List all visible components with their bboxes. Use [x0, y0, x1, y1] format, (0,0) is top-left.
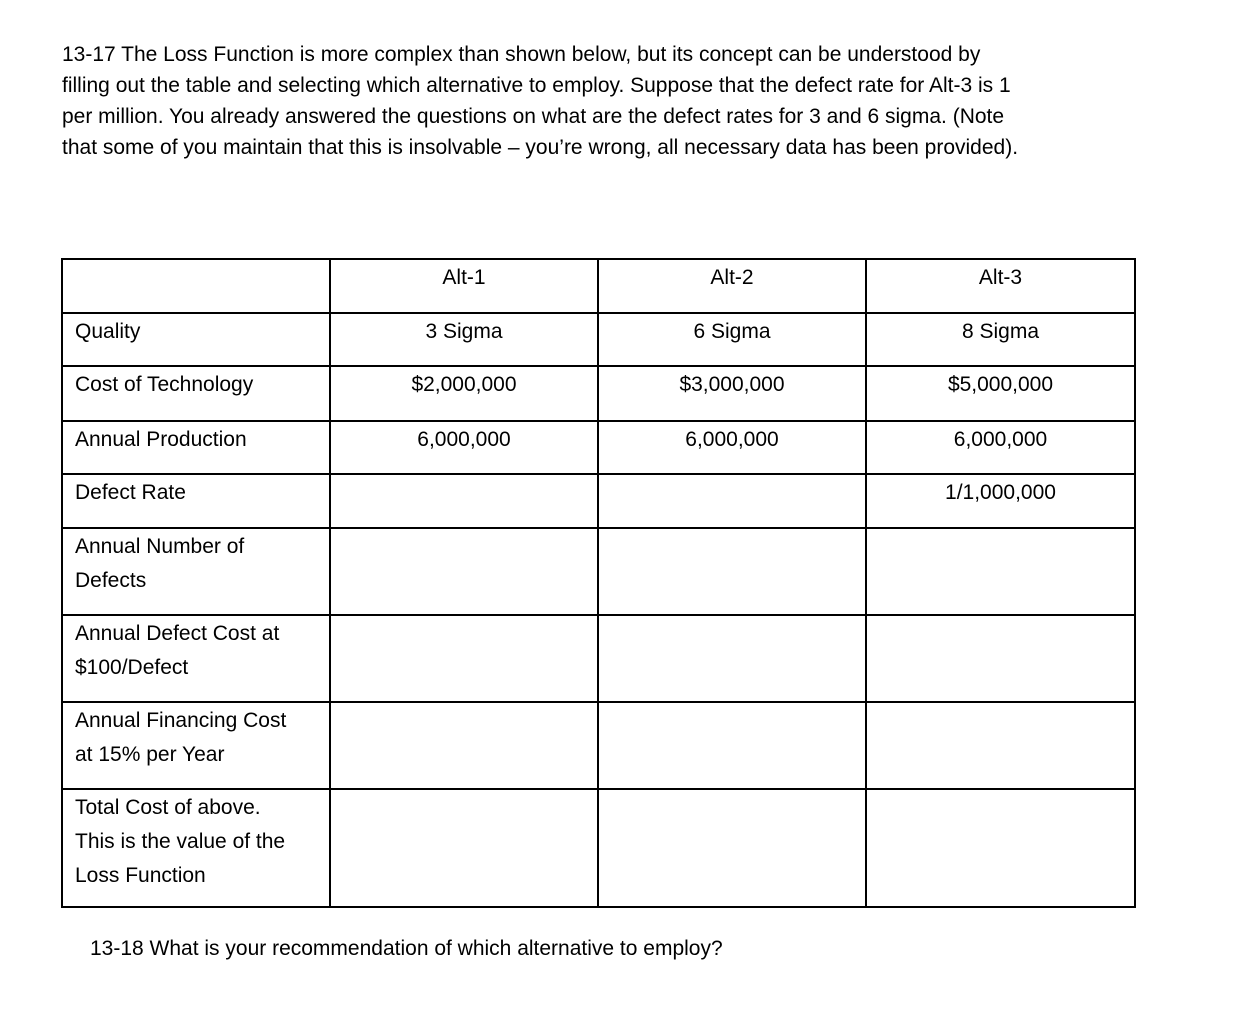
cell-defect-rate-alt-3: 1/1,000,000	[866, 474, 1135, 528]
table-row-cost-of-technology	[62, 366, 1135, 421]
table-row-total-cost	[62, 789, 1135, 907]
cell-production-alt-1: 6,000,000	[330, 421, 598, 474]
recommendation-question: 13-18 What is your recommendation of which alternative to employ?	[90, 937, 723, 960]
table-row-defect-rate	[62, 474, 1135, 528]
row-label-defect-rate: Defect Rate	[62, 474, 330, 528]
cell-production-alt-3: 6,000,000	[866, 421, 1135, 474]
row-label-quality: Quality	[62, 313, 330, 366]
row-label-annual-production: Annual Production	[62, 421, 330, 474]
cell-defect-cost-alt-3[interactable]	[866, 615, 1135, 702]
problem-line: 13-17 The Loss Function is more complex than shown below, but its concept can be understood by	[62, 43, 981, 66]
cell-cost-alt-2: $3,000,000	[598, 366, 866, 421]
cell-production-alt-2: 6,000,000	[598, 421, 866, 474]
table-header-row	[62, 259, 1135, 313]
cell-financing-alt-3[interactable]	[866, 702, 1135, 789]
cell-total-alt-2[interactable]	[598, 789, 866, 907]
cell-quality-alt-2: 6 Sigma	[598, 313, 866, 366]
table-row-annual-production	[62, 421, 1135, 474]
table-row-annual-defect-cost	[62, 615, 1135, 702]
cell-defect-cost-alt-2[interactable]	[598, 615, 866, 702]
cell-quality-alt-3: 8 Sigma	[866, 313, 1135, 366]
header-cell-alt-1: Alt-1	[330, 259, 598, 313]
cell-defects-alt-3[interactable]	[866, 528, 1135, 615]
cell-defect-rate-alt-2[interactable]	[598, 474, 866, 528]
cell-defects-alt-2[interactable]	[598, 528, 866, 615]
row-label-annual-number-of-defects: Annual Number of Defects	[62, 528, 330, 615]
cell-cost-alt-3: $5,000,000	[866, 366, 1135, 421]
table-row-annual-number-of-defects	[62, 528, 1135, 615]
cell-defects-alt-1[interactable]	[330, 528, 598, 615]
header-cell-alt-2: Alt-2	[598, 259, 866, 313]
row-label-annual-defect-cost: Annual Defect Cost at $100/Defect	[62, 615, 330, 702]
problem-line: filling out the table and selecting which alternative to employ. Suppose that the defect rate for Alt-3 is 1	[62, 74, 1011, 97]
loss-function-table	[61, 258, 1136, 908]
cell-cost-alt-1: $2,000,000	[330, 366, 598, 421]
cell-total-alt-1[interactable]	[330, 789, 598, 907]
row-label-cost-of-technology: Cost of Technology	[62, 366, 330, 421]
cell-defect-rate-alt-1[interactable]	[330, 474, 598, 528]
table-row-quality	[62, 313, 1135, 366]
problem-statement	[62, 39, 1162, 163]
cell-defect-cost-alt-1[interactable]	[330, 615, 598, 702]
cell-financing-alt-2[interactable]	[598, 702, 866, 789]
cell-total-alt-3[interactable]	[866, 789, 1135, 907]
table-row-annual-financing-cost	[62, 702, 1135, 789]
cell-financing-alt-1[interactable]	[330, 702, 598, 789]
header-cell-alt-3: Alt-3	[866, 259, 1135, 313]
problem-line: per million. You already answered the questions on what are the defect rates for 3 and 6 sigma. (Note	[62, 105, 1005, 128]
row-label-annual-financing-cost: Annual Financing Cost at 15% per Year	[62, 702, 330, 789]
row-label-total-cost: Total Cost of above. This is the value of the Loss Function	[62, 789, 330, 907]
problem-line: that some of you maintain that this is insolvable – you’re wrong, all necessary data has been provided).	[62, 136, 1019, 159]
cell-quality-alt-1: 3 Sigma	[330, 313, 598, 366]
header-cell-blank	[62, 259, 330, 313]
